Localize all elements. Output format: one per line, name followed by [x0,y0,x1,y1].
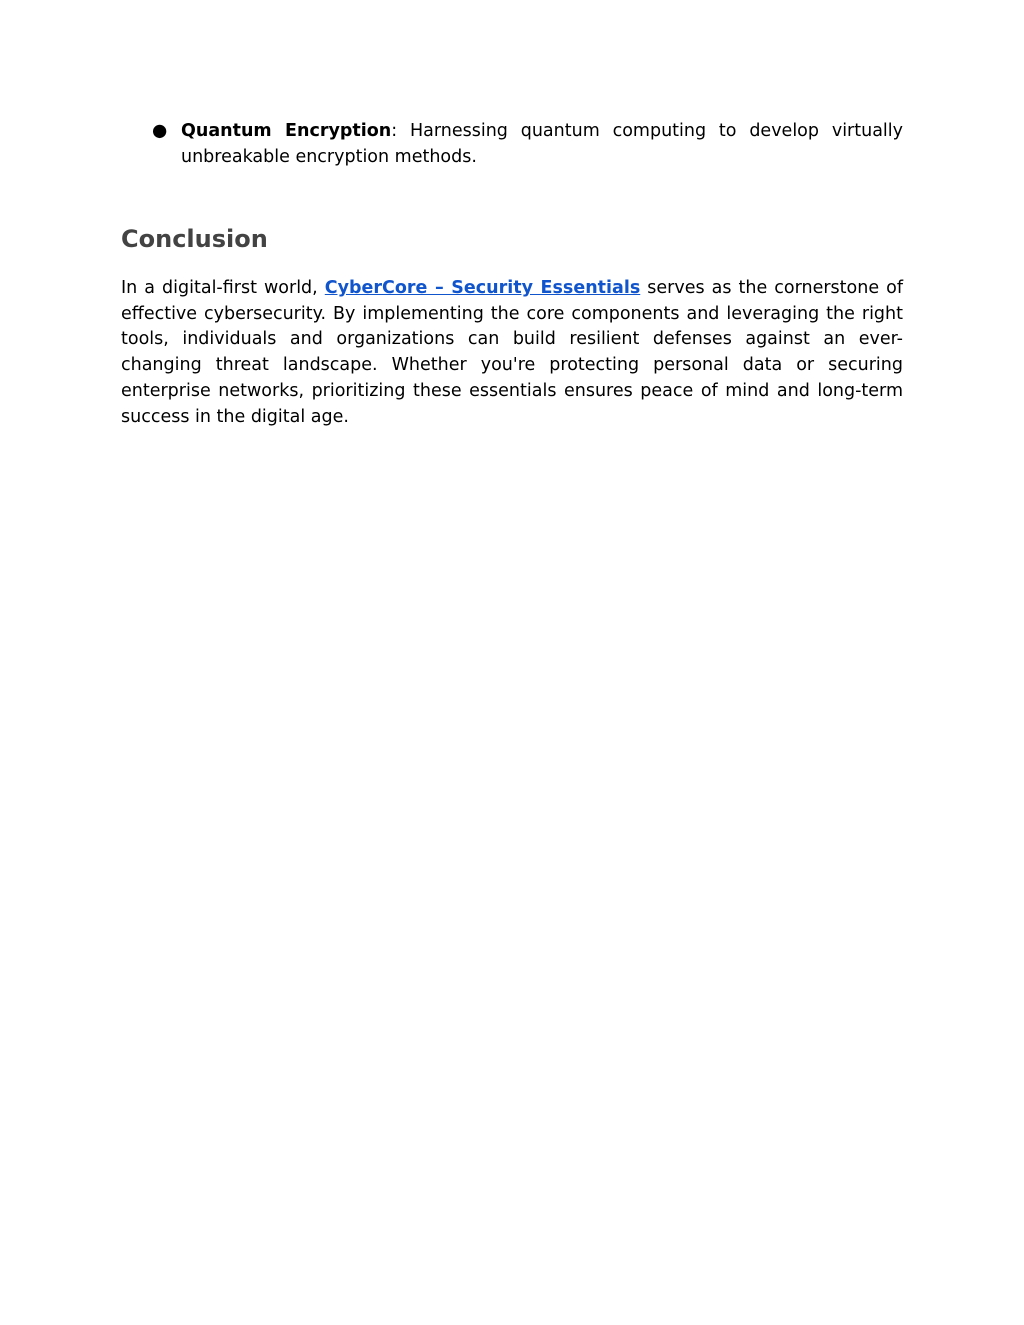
cybercore-link[interactable]: CyberCore – Security Essentials [324,278,641,298]
bullet-list [121,118,903,170]
paragraph-intro: In a digital-first world, [121,278,325,298]
conclusion-paragraph [121,276,903,430]
bullet-separator: : [391,121,398,141]
bullet-icon: ● [152,121,168,141]
bullet-term: Quantum Encryption [181,121,392,141]
section-heading: Conclusion [121,225,268,253]
paragraph-body: serves as the cornerstone of effective cybersecurity. By implementing the core components and leveraging the right tools, individuals and organizations can build resilient defenses against an ever-changing threat landscape. Whether you're protecting personal data or securing enterprise networks, prioritizing these essentials ensures peace of mind and long-term success in the digital age. [121,278,904,427]
bullet-text: Harnessing quantum computing to develop virtually unbreakable encryption methods. [181,121,904,167]
list-item [121,118,903,170]
